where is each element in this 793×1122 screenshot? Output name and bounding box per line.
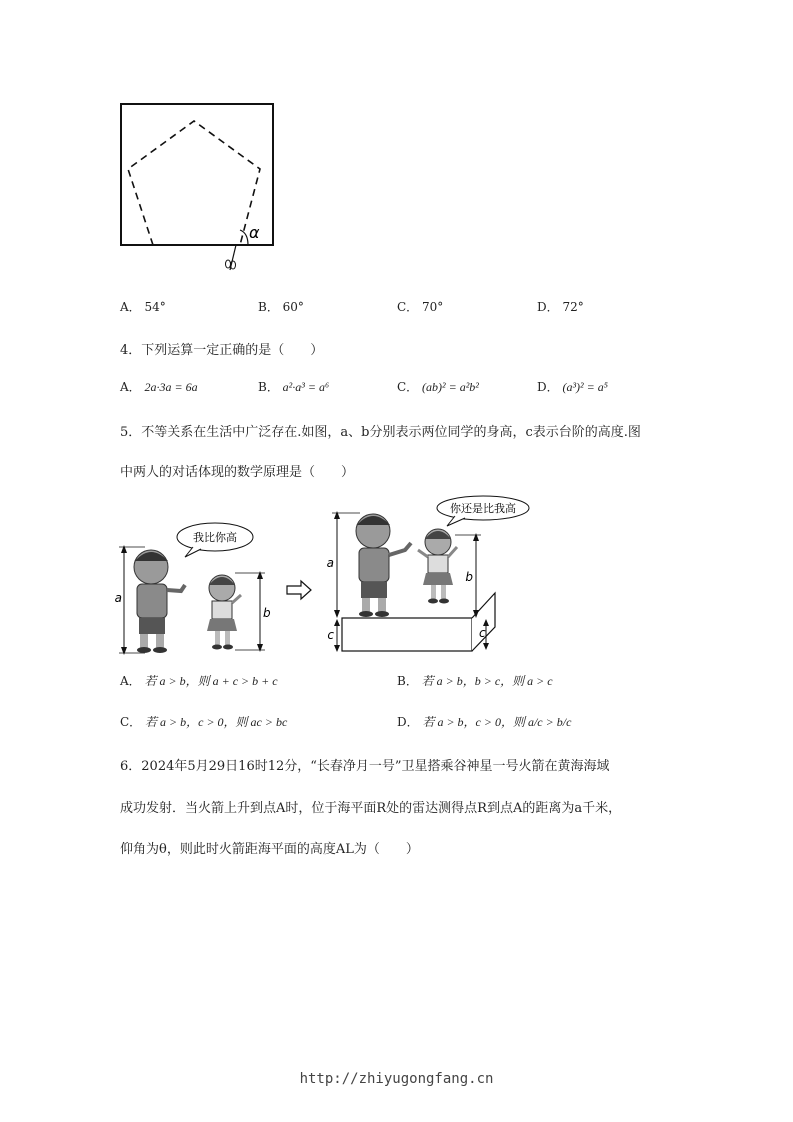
left-scene xyxy=(115,523,271,655)
q3-figure xyxy=(110,95,285,275)
q4-option-d[interactable]: D． (a³)² = a⁵ xyxy=(537,380,608,394)
label-a-right: a xyxy=(326,556,334,570)
boy-figure xyxy=(134,550,185,653)
footer-url[interactable]: http://zhiyugongfang.cn xyxy=(299,1071,494,1087)
right-scene xyxy=(327,496,529,652)
q4-option-c[interactable]: C． (ab)² = a²b² xyxy=(397,380,479,394)
q5-option-d[interactable]: D． 若 a > b，c > 0，则 a/c > b/c xyxy=(397,715,572,729)
right-arrow-icon xyxy=(287,581,311,599)
label-a-left: a xyxy=(115,591,122,605)
label-b-right: b xyxy=(465,570,473,584)
q5-option-c[interactable]: C． 若 a > b，c > 0，则 ac > bc xyxy=(120,715,288,729)
dashed-pentagon xyxy=(128,121,260,245)
q5-figure xyxy=(115,495,535,660)
q5-stem-line1: 5．不等关系在生活中广泛存在.如图，a、b分别表示两位同学的身高，c表示台阶的高度.图 xyxy=(120,425,641,440)
label-c-right: c xyxy=(479,626,486,640)
label-c-left: c xyxy=(327,628,334,642)
q4-option-a[interactable]: A． 2a·3a = 6a xyxy=(120,380,198,394)
q3-option-d[interactable]: D． 72° xyxy=(537,300,584,314)
q3-option-c[interactable]: C． 70° xyxy=(397,300,444,314)
q6-line1: 6．2024年5月29日16时12分，“长春净月一号”卫星搭乘谷神星一号火箭在黄海海域 xyxy=(120,759,610,774)
q3-option-b[interactable]: B． 60° xyxy=(258,300,304,314)
bubble-left: 我比你高 xyxy=(193,531,237,544)
girl-figure xyxy=(207,575,241,650)
bubble-right: 你还是比我高 xyxy=(450,502,516,515)
q6-line2: 成功发射．当火箭上升到点A时，位于海平面R处的雷达测得点R到点A的距离为a千米， xyxy=(120,801,622,816)
girl-on-ground xyxy=(418,529,457,604)
q4-stem: 4．下列运算一定正确的是（ ） xyxy=(120,343,324,358)
boy-on-step xyxy=(356,514,411,617)
q5-option-b[interactable]: B． 若 a > b，b > c，则 a > c xyxy=(397,674,553,688)
step-block xyxy=(342,618,472,651)
q5-stem-line2: 中两人的对话体现的数学原理是（ ） xyxy=(120,465,355,480)
q4-option-b[interactable]: B． a²·a³ = a⁶ xyxy=(258,380,330,394)
angle-label: α xyxy=(249,223,260,242)
scissors-icon xyxy=(226,245,237,270)
q6-line3: 仰角为θ，则此时火箭距海平面的高度AL为（ ） xyxy=(120,842,419,857)
q5-option-a[interactable]: A． 若 a > b，则 a + c > b + c xyxy=(120,674,278,688)
label-b-left: b xyxy=(263,606,271,620)
q3-option-a[interactable]: A． 54° xyxy=(120,300,166,314)
